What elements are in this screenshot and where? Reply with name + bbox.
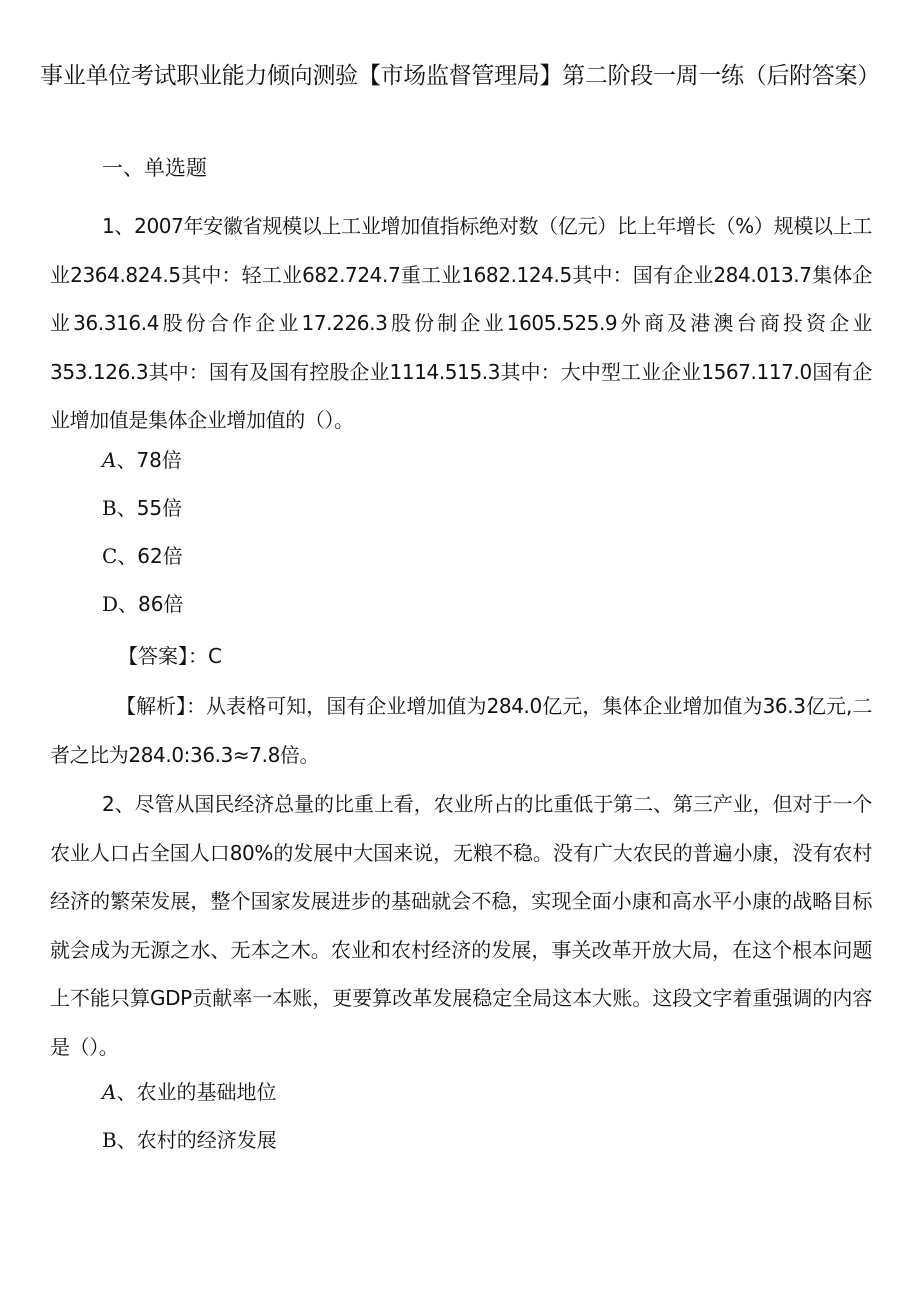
document-title: 事业单位考试职业能力倾向测验【市场监督管理局】第二阶段一周一练（后附答案） (40, 63, 880, 89)
question-1-analysis: 【解析】：从表格可知，国有企业增加值为284.0亿元，集体企业增加值为36.3亿元,二者之比为284.0:36.3≈7.8倍。 (50, 694, 872, 767)
question-2-option-b (102, 1122, 277, 1158)
question-1-option-d (102, 586, 184, 622)
option-letter: C (102, 544, 118, 568)
option-letter: A (102, 1080, 117, 1104)
option-text: 、农业的基础地位 (116, 1080, 277, 1104)
option-text: 、55倍 (116, 496, 183, 520)
option-letter: B (102, 1128, 117, 1152)
option-text: 、78倍 (116, 448, 182, 472)
option-letter: D (102, 592, 119, 616)
question-1-option-b (102, 490, 182, 526)
question-1-option-c (102, 538, 183, 574)
option-text: 、62倍 (117, 544, 183, 568)
option-text: 、农村的经济发展 (116, 1128, 277, 1152)
question-2-option-a (102, 1074, 276, 1110)
section-heading: 一、单选题 (102, 156, 207, 180)
question-1-text: 1、2007年安徽省规模以上工业增加值指标绝对数（亿元）比上年增长（%）规模以上工业2364.824.5其中：轻工业682.724.7重工业1682.124.5其中：国有企业284.013.7集体企业36.316.4股份合作企业17.226.3股份制企业1605.525.9外商及港澳台商投资企业353.126.3其中：国有及国有控股企业1114.515.3其中：大中型工业企业1567.117.0国有企业增加值是集体企业增加值的（）。 (50, 214, 872, 432)
option-text: 、86倍 (118, 592, 184, 616)
option-letter: B (102, 496, 117, 520)
question-1-option-a (102, 442, 182, 478)
question-1-answer: 【答案】：C (118, 644, 222, 668)
option-letter: A (102, 448, 117, 472)
question-2-text: 2、尽管从国民经济总量的比重上看，农业所占的比重低于第二、第三产业，但对于一个农业人口占全国人口80%的发展中大国来说，无粮不稳。没有广大农民的普遍小康，没有农村经济的繁荣发展，整个国家发展进步的基础就会不稳，实现全面小康和高水平小康的战略目标就会成为无源之水、无本之木。农业和农村经济的发展，事关改革开放大局，在这个根本问题上不能只算GDP贡献率一本账，更要算改革发展稳定全局这本大账。这段文字着重强调的内容是（）。 (50, 792, 872, 1059)
